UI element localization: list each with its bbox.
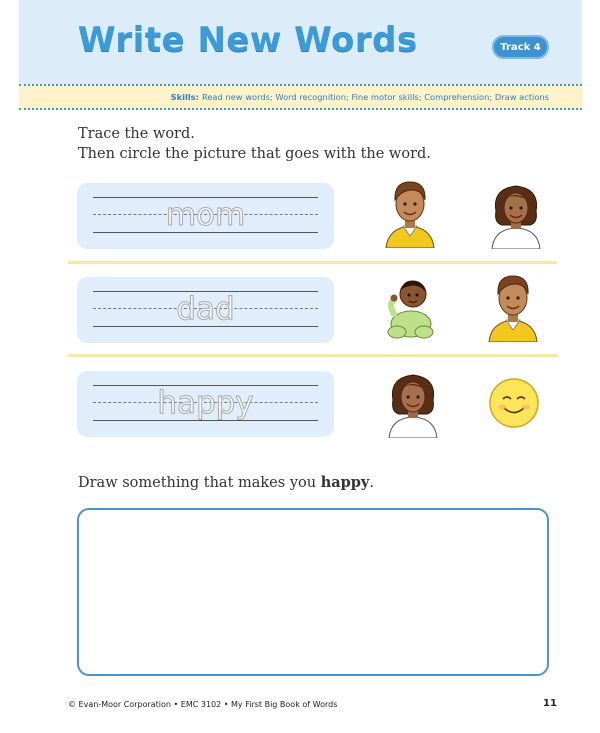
row-divider bbox=[68, 354, 557, 357]
woman-icon[interactable] bbox=[488, 181, 544, 249]
page-title: Write New Words bbox=[78, 20, 418, 60]
instruction-line-1: Trace the word. bbox=[78, 126, 195, 142]
skills-text: Read new words; Word recognition; Fine motor skills; Comprehension; Draw actions bbox=[201, 92, 549, 102]
baby-icon[interactable] bbox=[384, 274, 440, 340]
woman-icon[interactable] bbox=[385, 370, 441, 438]
instruction-line-2: Then circle the picture that goes with the word. bbox=[78, 146, 431, 162]
trace-word: dad bbox=[176, 291, 235, 327]
man-icon[interactable] bbox=[382, 176, 438, 248]
page-number: 11 bbox=[543, 698, 557, 709]
drawing-area[interactable] bbox=[77, 508, 549, 676]
prompt-prefix: Draw something that makes you bbox=[78, 475, 321, 491]
prompt-suffix: . bbox=[369, 475, 374, 491]
trace-word: mom bbox=[165, 197, 246, 233]
smiley-face-icon[interactable] bbox=[488, 377, 540, 429]
trace-word: happy bbox=[157, 385, 254, 421]
skills-bar bbox=[19, 84, 582, 110]
trace-box-happy[interactable] bbox=[77, 371, 334, 437]
trace-box-mom[interactable] bbox=[77, 183, 334, 249]
instructions bbox=[78, 124, 431, 164]
row-divider bbox=[68, 261, 557, 264]
trace-box-dad[interactable] bbox=[77, 277, 334, 343]
track-badge[interactable]: Track 4 bbox=[492, 35, 549, 59]
man-icon[interactable] bbox=[485, 270, 541, 342]
skills-label: Skills: bbox=[170, 92, 199, 102]
prompt-bold-word: happy bbox=[320, 474, 370, 491]
drawing-prompt bbox=[78, 474, 374, 491]
footer-credit: © Evan-Moor Corporation • EMC 3102 • My First Big Book of Words bbox=[68, 700, 338, 709]
